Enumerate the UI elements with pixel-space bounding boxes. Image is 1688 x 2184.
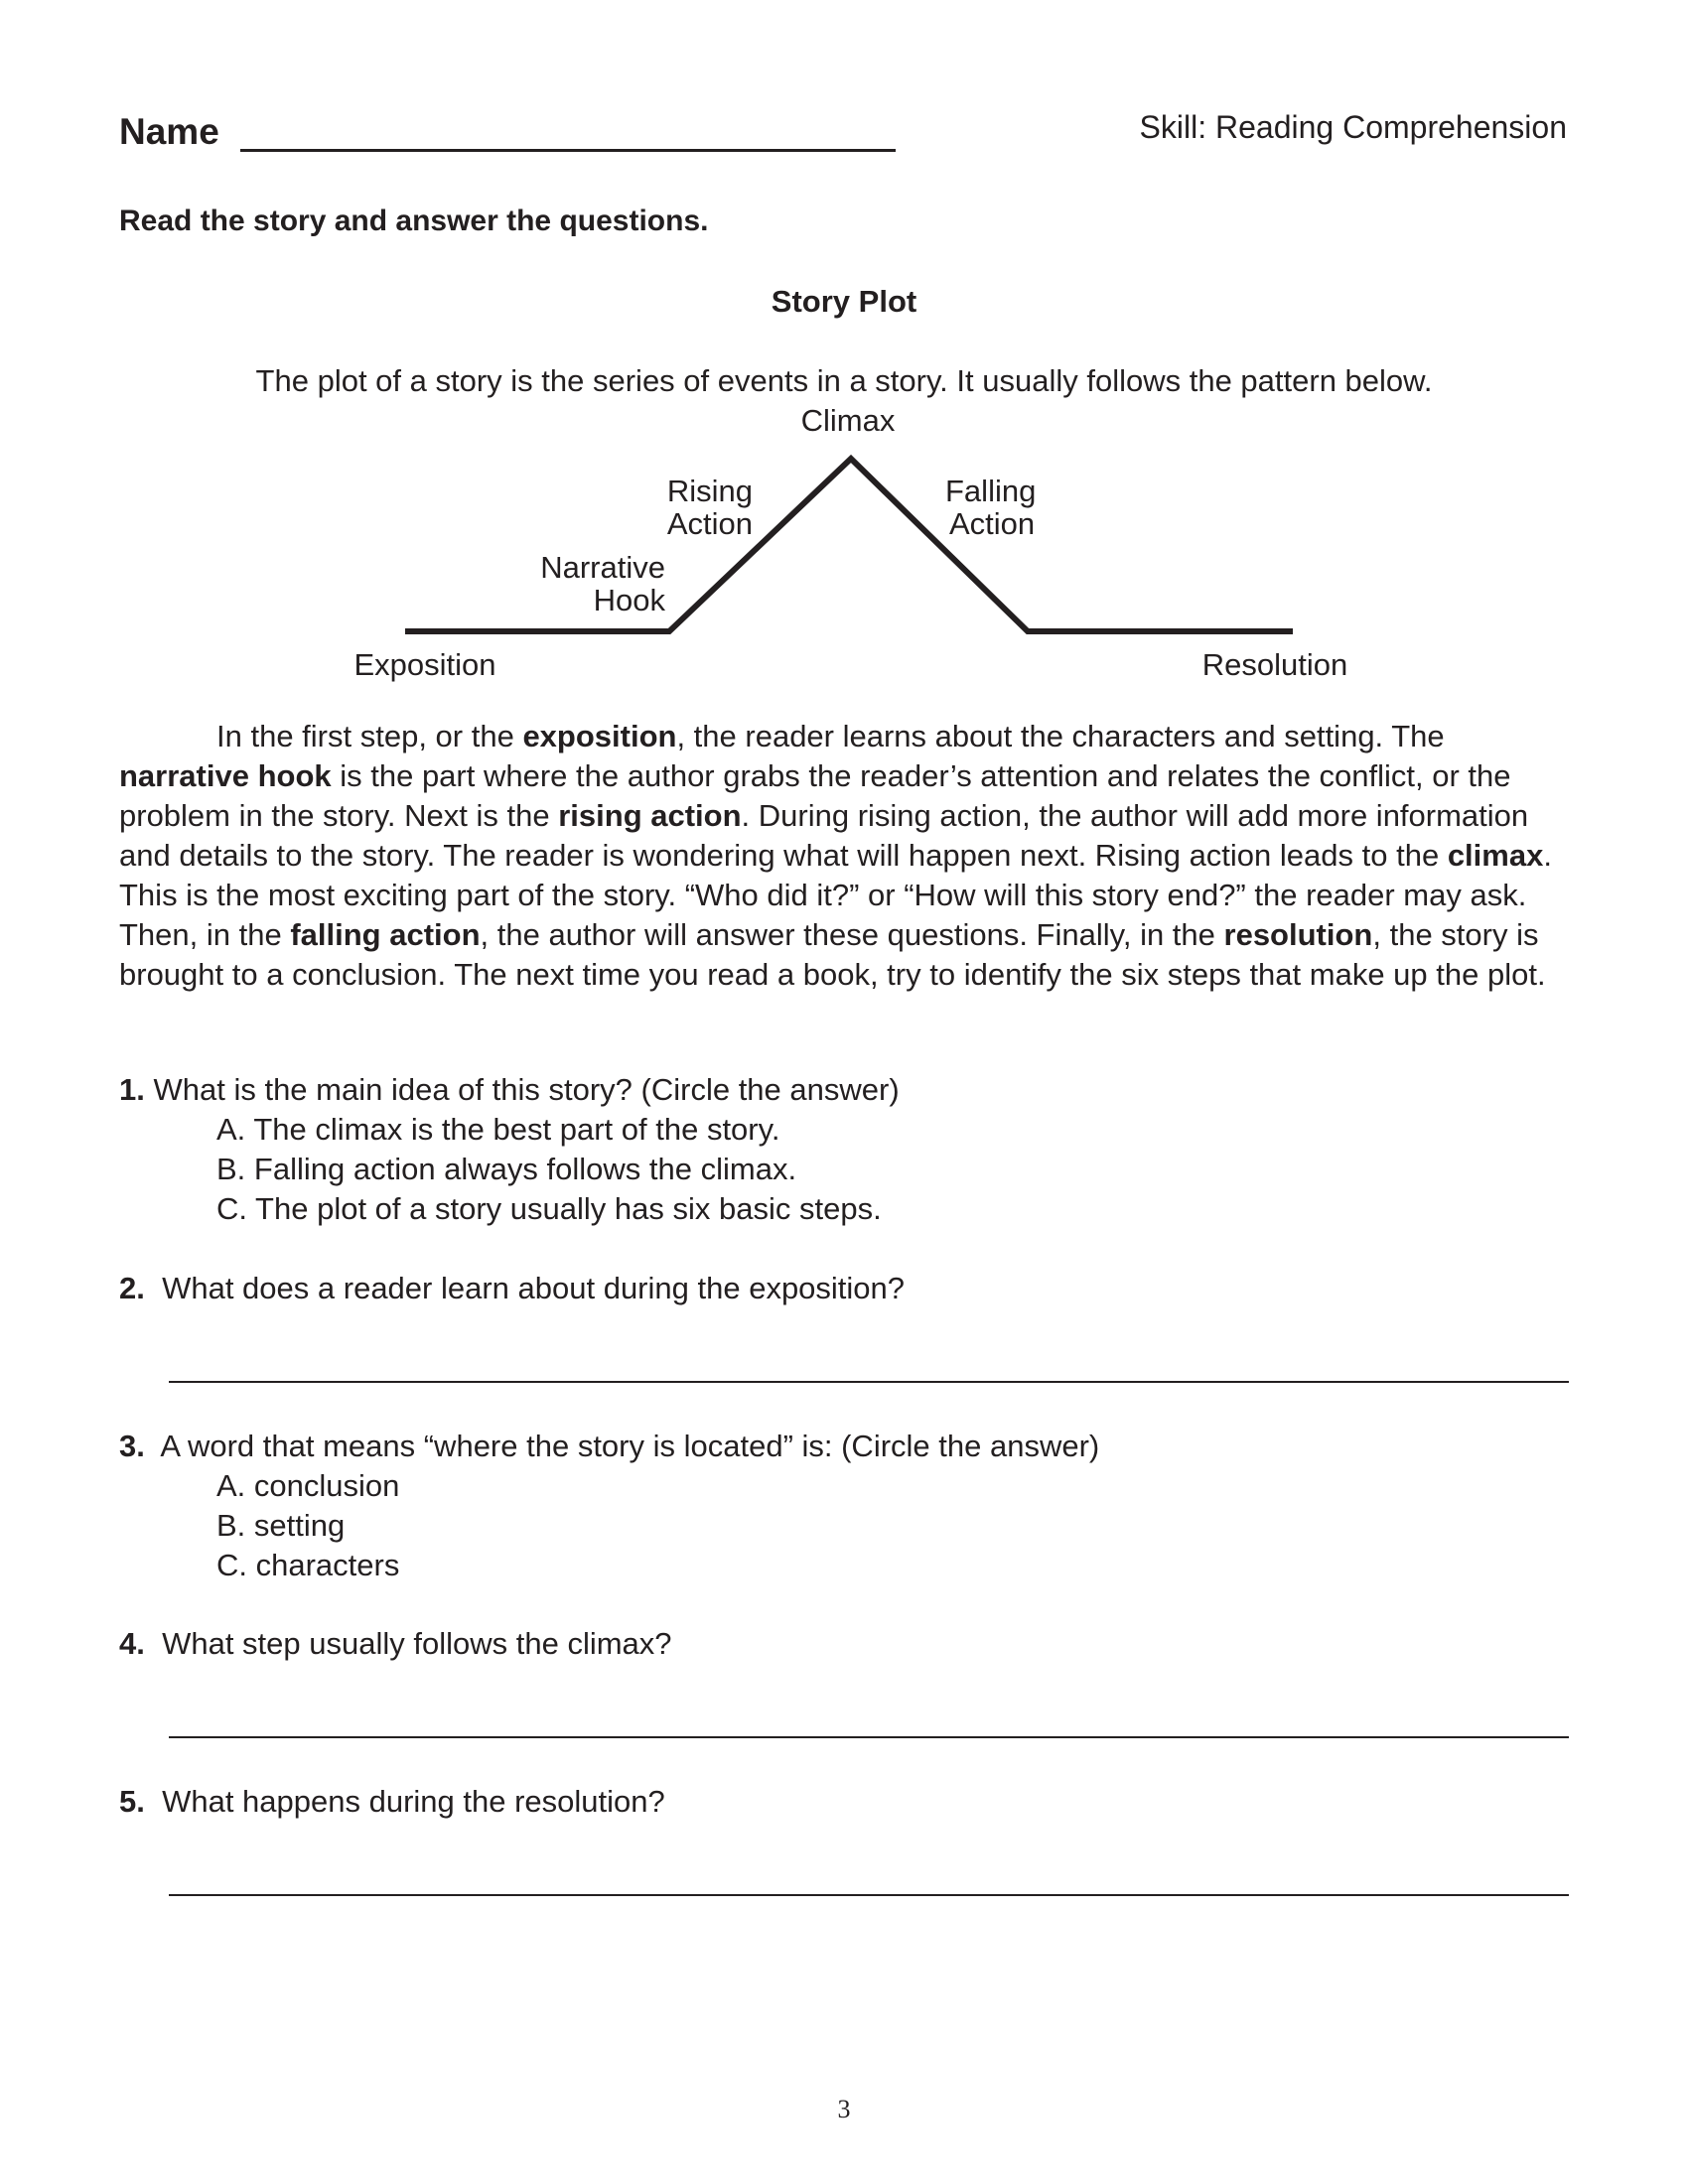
label-hook-1: Narrative [540, 550, 665, 585]
question-5 [119, 1782, 665, 1822]
label-resolution: Resolution [1201, 647, 1348, 682]
label-hook-2: Hook [593, 583, 665, 617]
term-climax: climax [1447, 838, 1544, 873]
question-text: A word that means “where the story is located” is: (Circle the answer) [160, 1429, 1100, 1463]
label-falling-1: Falling [945, 474, 1037, 508]
question-3-option-a[interactable]: A. conclusion [216, 1468, 400, 1503]
question-number: 1. [119, 1072, 145, 1107]
label-climax: Climax [800, 403, 896, 438]
story-intro: The plot of a story is the series of events in a story. It usually follows the pattern below. [255, 363, 1433, 398]
label-exposition: Exposition [353, 647, 496, 682]
question-3-option-c[interactable]: C. characters [216, 1548, 400, 1582]
question-1-option-c[interactable]: C. The plot of a story usually has six basic steps. [216, 1191, 882, 1226]
question-2-answer-line[interactable] [169, 1381, 1569, 1383]
term-rising-action: rising action [558, 798, 742, 833]
name-label: Name [119, 111, 219, 152]
plot-diagram [0, 397, 1688, 695]
question-1-option-b[interactable]: B. Falling action always follows the climax. [216, 1152, 797, 1186]
question-1 [119, 1070, 900, 1110]
question-text: What happens during the resolution? [162, 1784, 665, 1819]
question-1-option-a[interactable]: A. The climax is the best part of the story. [216, 1112, 780, 1147]
question-number: 3. [119, 1429, 145, 1463]
question-text: What is the main idea of this story? (Circle the answer) [153, 1072, 900, 1107]
label-falling-2: Action [949, 506, 1036, 541]
question-5-answer-line[interactable] [169, 1894, 1569, 1896]
story-passage: In the first step, or the exposition, the reader learns about the characters and setting. The narrative hook is the part where the author grabs the reader’s attention and relates the conflict, or the problem in the story. Next is the rising action. During rising action, the author will add more information and details to the story. The reader is wondering what will happen next. Rising action leads to the climax. This is the most exciting part of the story. “Who did it?” or “How will this story end?” the reader may ask. Then, in the falling action, the author will answer these questions. Finally, in the resolution, the story is brought to a conclusion. The next time you read a book, try to identify the six steps that make up the plot. [119, 719, 1552, 992]
question-3-option-b[interactable]: B. setting [216, 1508, 346, 1543]
instructions: Read the story and answer the questions. [119, 205, 709, 237]
story-title: Story Plot [771, 284, 917, 319]
term-resolution: resolution [1223, 917, 1373, 952]
question-2 [119, 1269, 905, 1308]
question-4-answer-line[interactable] [169, 1736, 1569, 1738]
term-narrative-hook: narrative hook [119, 758, 332, 793]
term-falling-action: falling action [290, 917, 481, 952]
label-rising-1: Rising [666, 474, 753, 508]
term-exposition: exposition [522, 719, 677, 753]
label-rising-2: Action [666, 506, 753, 541]
question-number: 2. [119, 1271, 145, 1305]
page-number: 3 [837, 2095, 851, 2123]
skill-label: Skill: Reading Comprehension [1139, 109, 1567, 145]
question-text: What step usually follows the climax? [162, 1626, 672, 1661]
question-3 [119, 1427, 1099, 1466]
question-4 [119, 1624, 672, 1664]
name-answer-line[interactable] [240, 149, 896, 152]
plot-line [405, 459, 1293, 631]
question-text: What does a reader learn about during the exposition? [162, 1271, 906, 1305]
question-number: 4. [119, 1626, 145, 1661]
question-number: 5. [119, 1784, 145, 1819]
